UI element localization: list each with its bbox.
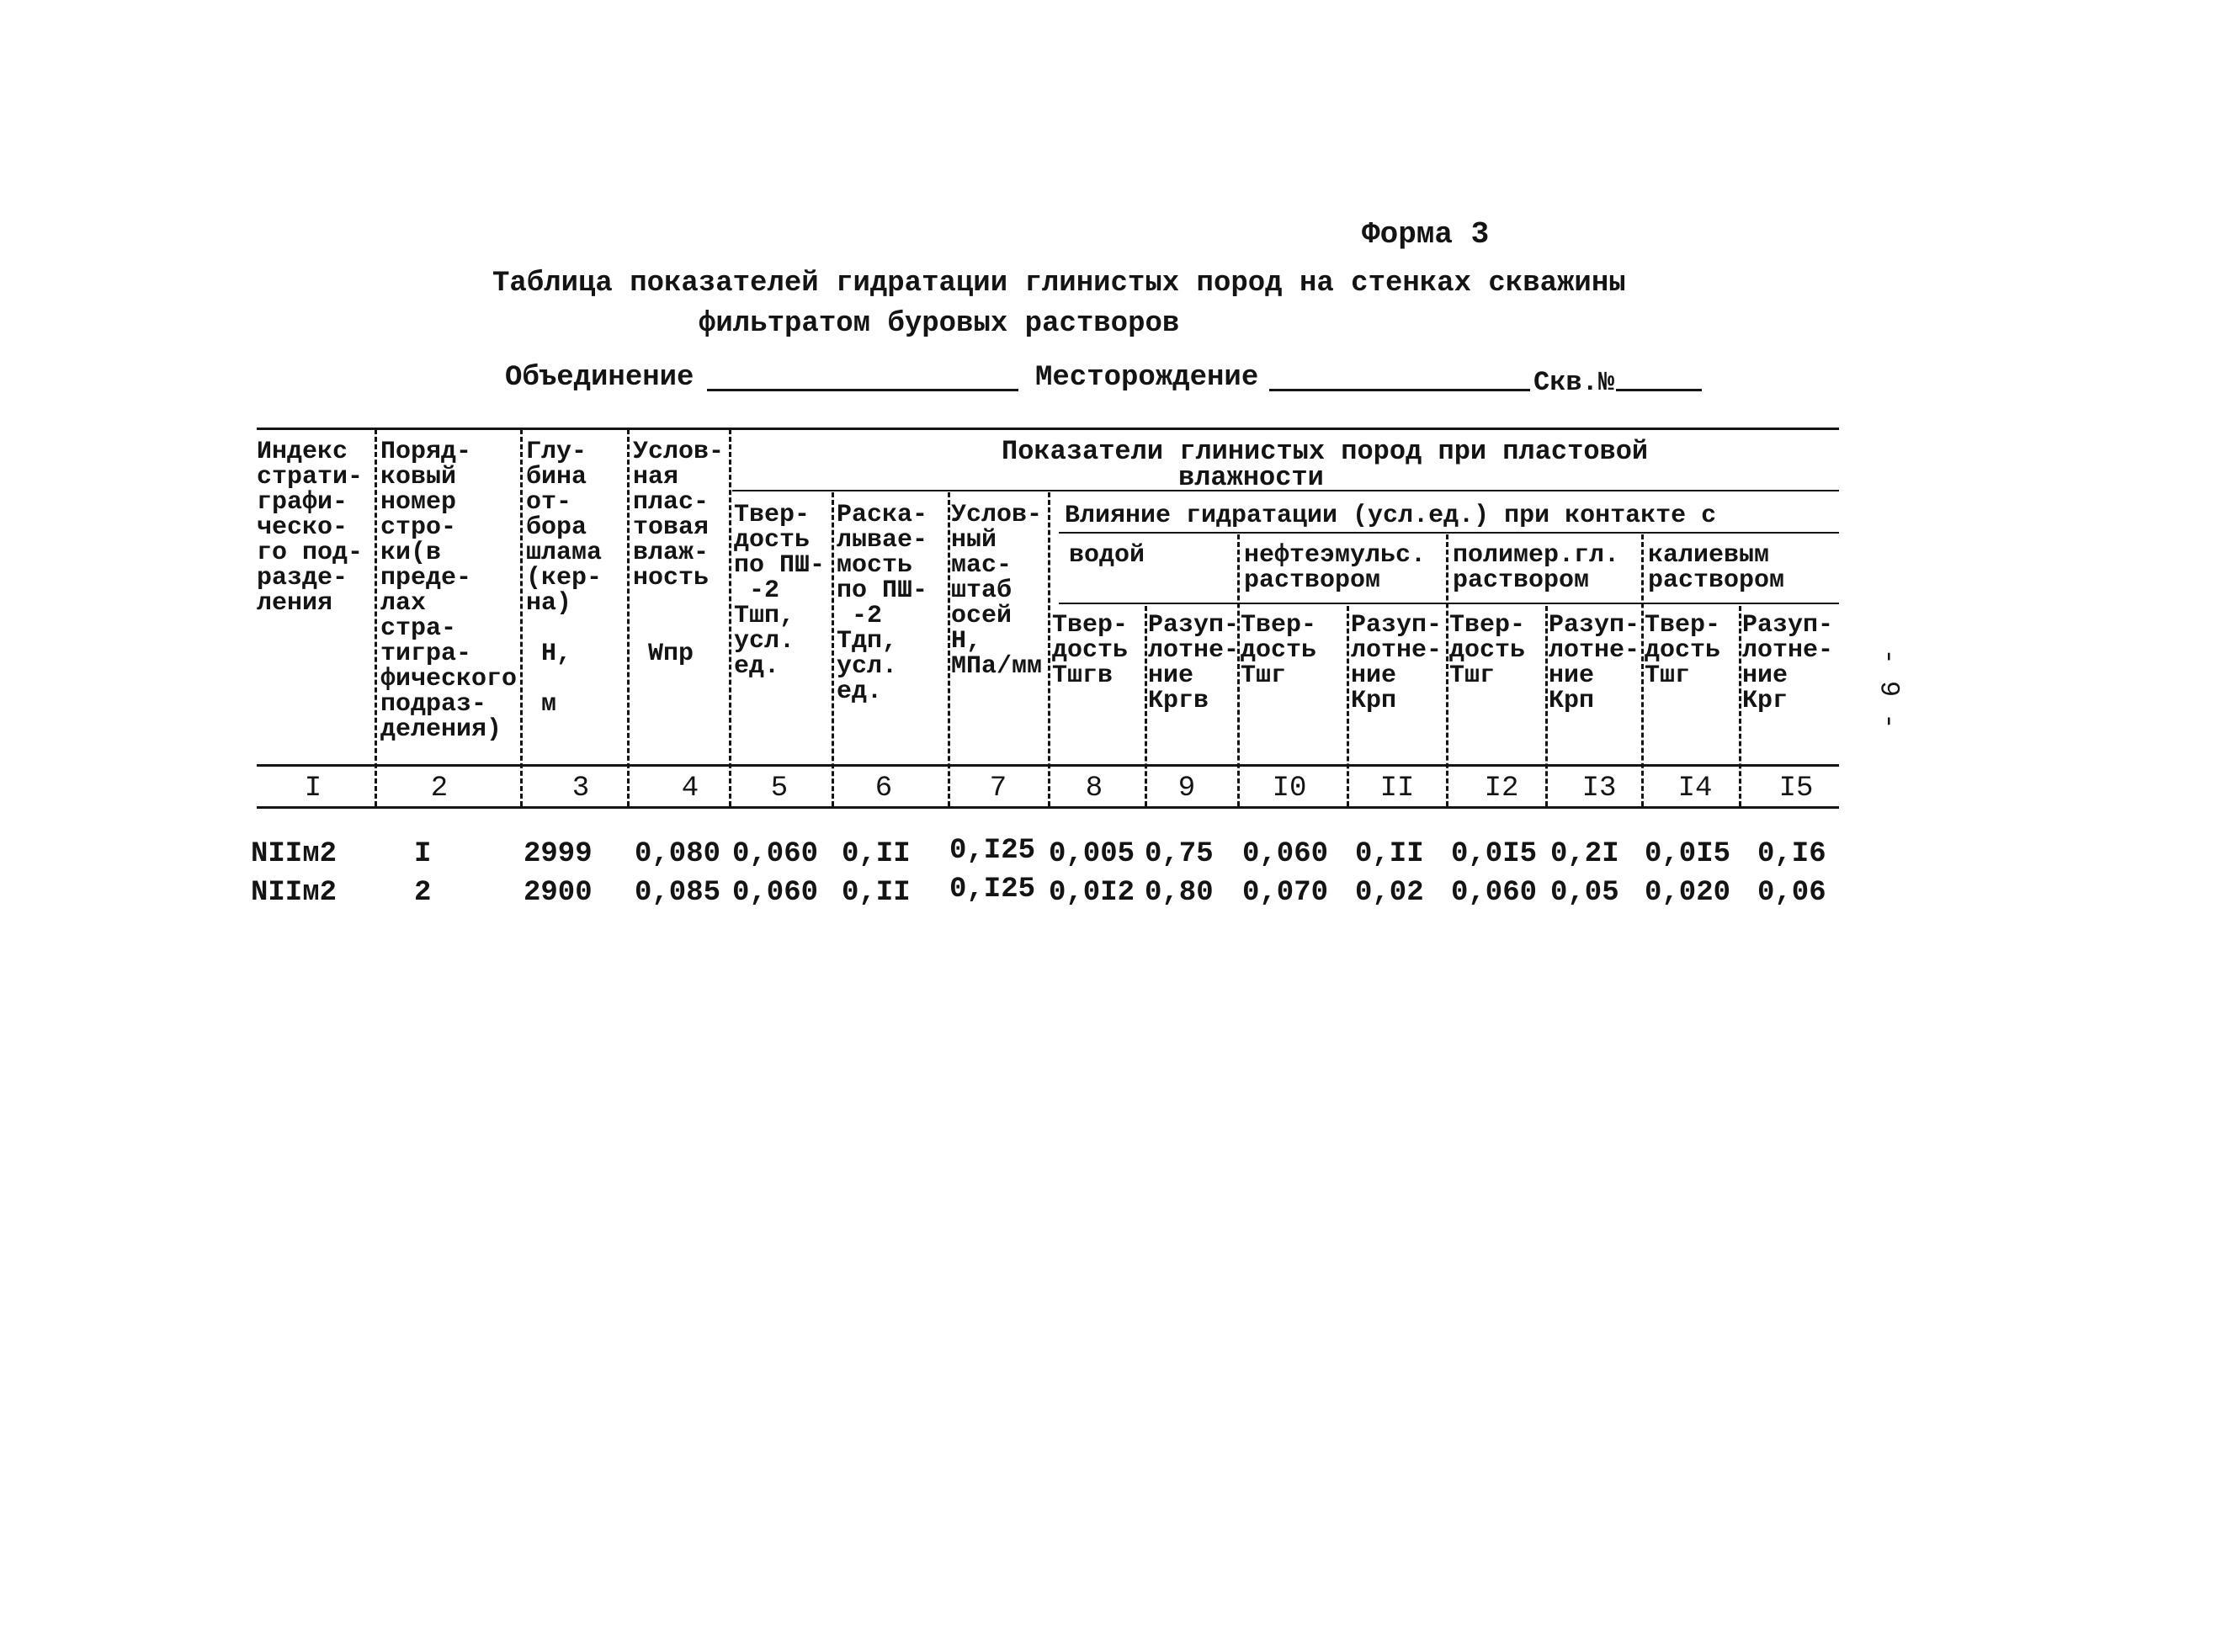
col-header-6: Раска- лывае- мость по ПШ- -2 Тдп, усл. ед. (837, 501, 928, 706)
col-header-3: Глу- бина от- бора шлама (кер- на) Н, м (526, 438, 603, 719)
table-cell: 0,060 (1451, 877, 1538, 909)
col-sep (1641, 534, 1644, 806)
table-cell: 0,75 (1145, 838, 1214, 870)
table-cell: 0,I25 (949, 835, 1036, 867)
col-number: I4 (1677, 773, 1713, 805)
polymer-header: полимер.гл. раствором (1453, 541, 1620, 595)
table-cell: 0,005 (1049, 838, 1135, 870)
col-header-5: Твер- дость по ПШ- -2 Тшп, усл. ед. (734, 501, 826, 681)
col-sep (832, 492, 834, 806)
table-cell: 0,0I5 (1645, 838, 1731, 870)
col-sep (375, 429, 377, 806)
well-label: Скв.№ (1533, 367, 1615, 398)
col-number: 5 (770, 773, 789, 805)
page-title: Таблица показателей гидратации глинистых пород на стенках скважины (492, 268, 1626, 300)
page-number: - 9 - (1873, 648, 1905, 730)
table-cell: 0,05 (1550, 877, 1619, 909)
col-header-14: Твер- дость Тшг (1645, 611, 1721, 690)
col-sep (1446, 534, 1448, 806)
col-header-12: Твер- дость Тшг (1449, 611, 1526, 690)
table-cell: 2900 (524, 877, 593, 909)
table-cell: 0,060 (1242, 838, 1329, 870)
table-cell: I (414, 838, 432, 870)
table-top-rule (257, 428, 1839, 430)
col-header-15: Разуп- лотне- ние Крг (1742, 611, 1834, 715)
col-number: 6 (874, 773, 893, 805)
col-sep (1739, 606, 1741, 806)
influence-rule (1059, 532, 1839, 534)
col-number: I5 (1778, 773, 1814, 805)
col-number: 8 (1085, 773, 1103, 805)
col-sep (1048, 492, 1050, 806)
col-sep (520, 429, 523, 806)
association-label: Объединение (505, 362, 694, 394)
col-sep (1347, 606, 1349, 806)
table-cell: 0,060 (732, 838, 819, 870)
col-number: I0 (1272, 773, 1307, 805)
table-cell: 0,070 (1242, 877, 1329, 909)
form-number: Форма 3 (1362, 217, 1490, 252)
col-header-7: Услов- ный мас- штаб осей Н, МПа/мм (951, 501, 1043, 681)
table-cell: 0,0I5 (1451, 838, 1538, 870)
table-cell: 0,I6 (1757, 838, 1826, 870)
numbers-bottom-rule (257, 806, 1839, 809)
field-label: Месторождение (1035, 362, 1259, 394)
col-sep (1545, 606, 1548, 806)
table-cell: 0,06 (1757, 877, 1826, 909)
influence-header: Влияние гидратации (усл.ед.) при контакте с (1065, 502, 1717, 530)
table-cell: 0,02 (1355, 877, 1424, 909)
well-blank (1616, 389, 1702, 391)
col-number: 4 (681, 773, 699, 805)
page-subtitle: фильтратом буровых растворов (699, 308, 1180, 340)
table-cell: 0,060 (732, 877, 819, 909)
col-number: II (1379, 773, 1415, 805)
col-header-8: Твер- дость Тшгв (1052, 611, 1129, 690)
table-cell: 2999 (524, 838, 593, 870)
col-number: 7 (989, 773, 1007, 805)
col-header-1: Индекс страти- графи- ческо- го под- разде- ления (257, 438, 364, 618)
col-header-4: Услов- ная плас- товая влаж- ность Wпр (633, 438, 725, 668)
table-cell: 0,II (1355, 838, 1424, 870)
col-sep (948, 492, 950, 806)
group-header: Показатели глинистых пород при пластовой (1002, 436, 1649, 467)
table-cell: 0,020 (1645, 877, 1731, 909)
col-header-11: Разуп- лотне- ние Крп (1351, 611, 1443, 715)
table-cell: 0,80 (1145, 877, 1214, 909)
solution-rule (1059, 603, 1839, 604)
table-cell: 0,0I2 (1049, 877, 1135, 909)
group-header-2: влажности (1178, 462, 1324, 493)
col-number: I (304, 773, 322, 805)
col-header-9: Разуп- лотне- ние Кргв (1148, 611, 1240, 715)
table-cell: 0,2I (1550, 838, 1619, 870)
col-number: 9 (1177, 773, 1196, 805)
table-cell: 0,I25 (949, 874, 1036, 906)
col-number: 3 (571, 773, 590, 805)
oil-emulsion-header: нефтеэмульс. раствором (1244, 541, 1427, 595)
col-header-13: Разуп- лотне- ние Крп (1549, 611, 1640, 715)
col-header-10: Твер- дость Тшг (1241, 611, 1317, 690)
association-blank (707, 389, 1018, 391)
water-header: водой (1069, 541, 1145, 570)
col-sep (1145, 606, 1147, 806)
col-number: I3 (1581, 773, 1617, 805)
table-cell: 2 (414, 877, 432, 909)
table-cell: NIIм2 (251, 877, 338, 909)
table-cell: 0,085 (635, 877, 721, 909)
table-cell: NIIм2 (251, 838, 338, 870)
col-number: I2 (1484, 773, 1519, 805)
table-cell: 0,080 (635, 838, 721, 870)
col-number: 2 (430, 773, 449, 805)
table-cell: 0,II (842, 838, 911, 870)
table-cell: 0,II (842, 877, 911, 909)
field-blank (1269, 389, 1530, 391)
form-fields (505, 362, 694, 394)
col-header-2: Поряд- ковый номер стро- ки(в преде- лах стра- тигра- фического подраз- деления) (380, 438, 518, 744)
potassium-header: калиевым раствором (1648, 541, 1785, 595)
col-sep (627, 429, 630, 806)
col-sep (729, 429, 731, 806)
